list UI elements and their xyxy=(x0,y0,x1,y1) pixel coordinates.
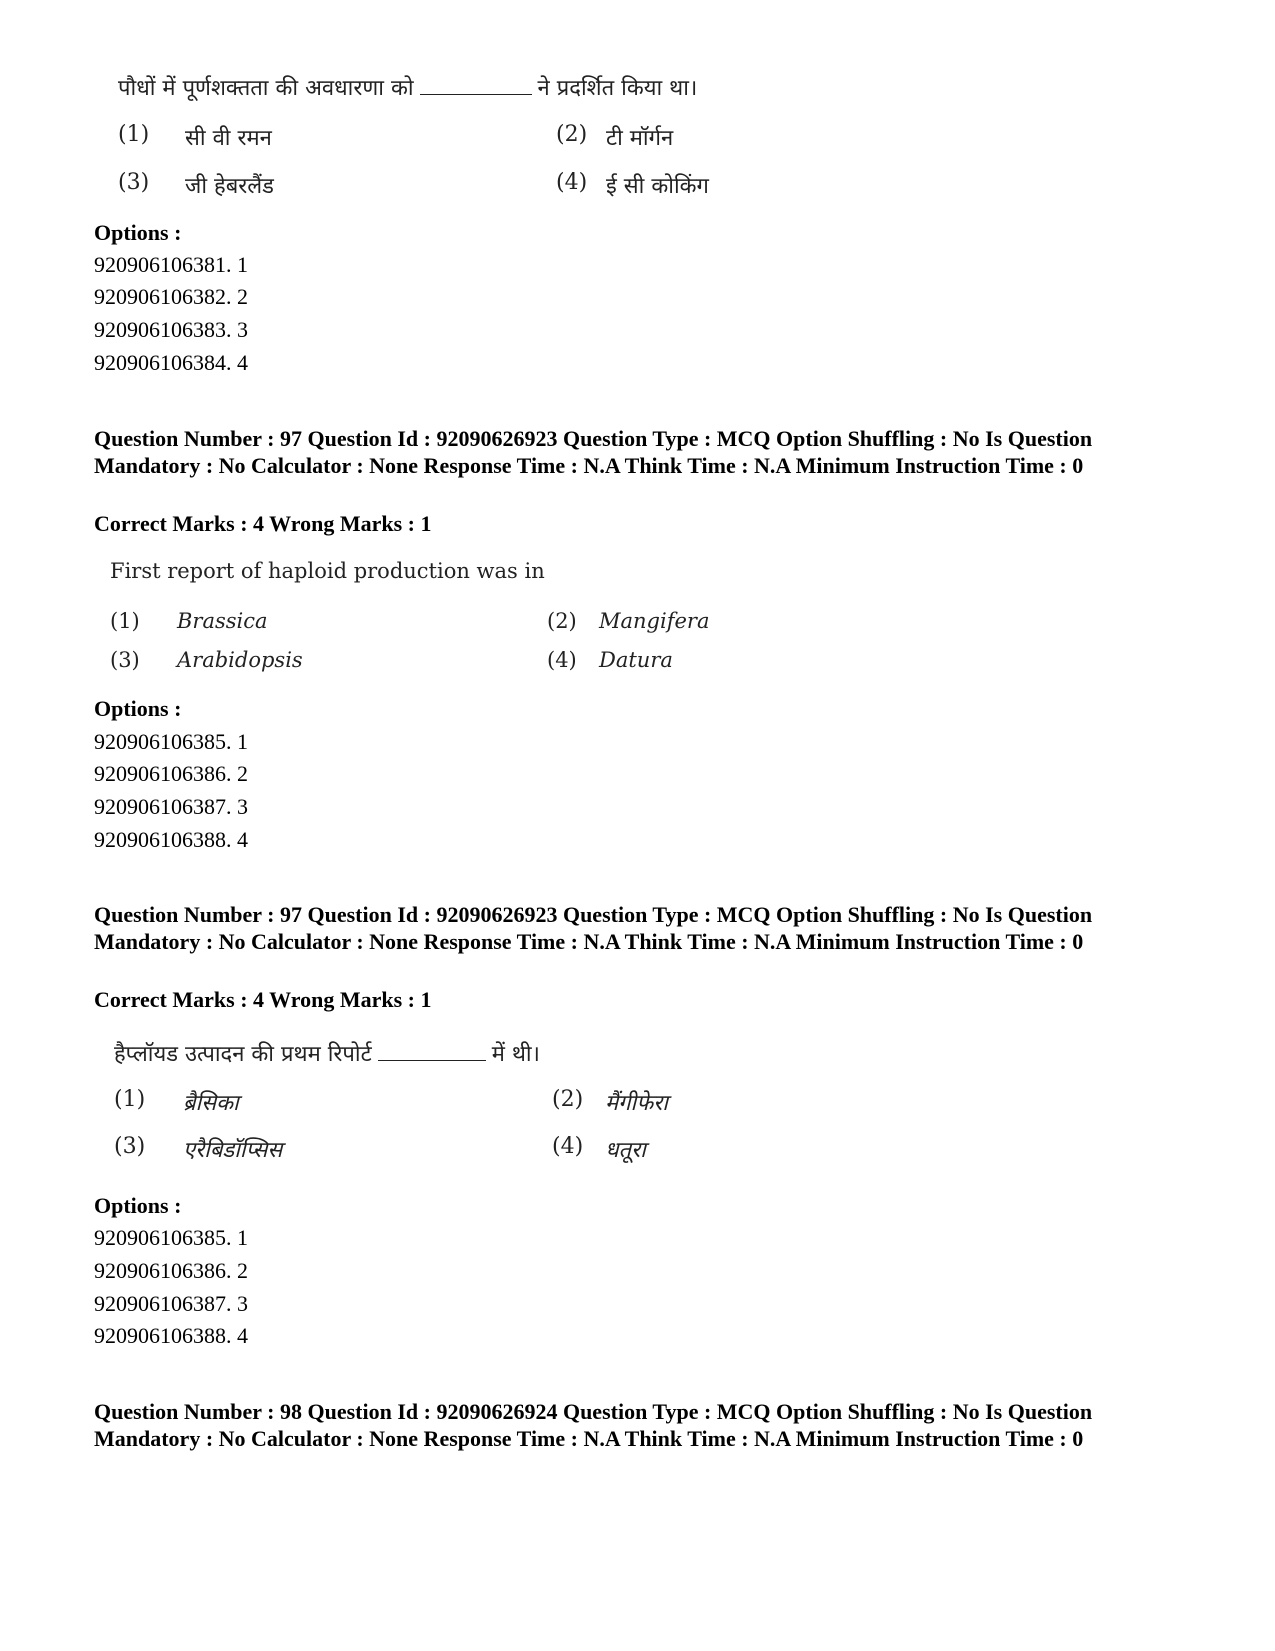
answer-blank xyxy=(378,1060,486,1061)
marks-line: Correct Marks : 4 Wrong Marks : 1 xyxy=(94,987,432,1012)
question-meta: Question Number : 98 Question Id : 92090626924 Question Type : MCQ Option Shuffling : No Is Question Mandatory : No Calculator : None Response Time : N.A Think Time : N.A Minimum Instruction Time : 0 xyxy=(94,1399,1093,1451)
option-id-line: 920906106382. 2 xyxy=(94,284,248,309)
choice-number: (4) xyxy=(552,1134,584,1159)
option-id-line: 920906106386. 2 xyxy=(94,761,248,786)
choice-number: (3) xyxy=(114,1134,146,1159)
question-text-hindi xyxy=(118,72,697,102)
choice-text: जी हेबरलैंड xyxy=(185,174,274,199)
options-heading: Options : xyxy=(94,220,182,245)
option-id-line: 920906106387. 3 xyxy=(94,1291,248,1316)
choice-number: (2) xyxy=(556,122,588,147)
options-heading: Options : xyxy=(94,696,182,721)
choice-text: Brassica xyxy=(177,609,268,633)
choice-text: Mangifera xyxy=(599,609,710,633)
option-id-line: 920906106388. 4 xyxy=(94,827,248,852)
question-meta: Question Number : 97 Question Id : 92090626923 Question Type : MCQ Option Shuffling : No Is Question Mandatory : No Calculator : None Response Time : N.A Think Time : N.A Minimum Instruction Time : 0 xyxy=(94,426,1093,478)
choice-text: सी वी रमन xyxy=(185,126,272,151)
marks-line: Correct Marks : 4 Wrong Marks : 1 xyxy=(94,511,432,536)
choice-number: (1) xyxy=(118,122,150,147)
answer-blank xyxy=(420,94,532,95)
choice-text: एरैबिडॉप्सिस xyxy=(183,1138,283,1163)
choice-number: (2) xyxy=(552,1087,584,1112)
question-text-hindi xyxy=(114,1038,540,1068)
option-id-line: 920906106388. 4 xyxy=(94,1323,248,1348)
question-text-part: ने प्रदर्शित किया था। xyxy=(537,76,698,101)
choice-text: धतूरा xyxy=(605,1138,646,1163)
option-id-line: 920906106381. 1 xyxy=(94,252,248,277)
options-heading: Options : xyxy=(94,1193,182,1218)
option-id-line: 920906106385. 1 xyxy=(94,1225,248,1250)
choice-number: (3) xyxy=(110,648,140,672)
choice-number: (1) xyxy=(114,1087,146,1112)
choice-number: (1) xyxy=(110,609,140,633)
choice-text: ई सी कोकिंग xyxy=(606,174,709,199)
choice-text: टी मॉर्गन xyxy=(606,126,674,151)
option-id-line: 920906106387. 3 xyxy=(94,794,248,819)
question-meta: Question Number : 97 Question Id : 92090626923 Question Type : MCQ Option Shuffling : No Is Question Mandatory : No Calculator : None Response Time : N.A Think Time : N.A Minimum Instruction Time : 0 xyxy=(94,902,1093,954)
choice-text: Datura xyxy=(599,648,673,672)
choice-text: मैंगीफेरा xyxy=(605,1091,668,1116)
option-id-line: 920906106383. 3 xyxy=(94,317,248,342)
choice-text: ब्रैसिका xyxy=(183,1091,239,1116)
question-text-english: First report of haploid production was in xyxy=(110,559,545,583)
option-id-line: 920906106384. 4 xyxy=(94,350,248,375)
choice-text: Arabidopsis xyxy=(177,648,303,672)
choice-number: (4) xyxy=(556,170,588,195)
choice-number: (4) xyxy=(547,648,577,672)
choice-number: (2) xyxy=(547,609,577,633)
option-id-line: 920906106386. 2 xyxy=(94,1258,248,1283)
question-text-part: में थी। xyxy=(491,1042,540,1067)
question-text-part: हैप्लॉयड उत्पादन की प्रथम रिपोर्ट xyxy=(114,1042,372,1067)
question-text-part: पौधों में पूर्णशक्तता की अवधारणा को xyxy=(118,76,414,101)
option-id-line: 920906106385. 1 xyxy=(94,729,248,754)
choice-number: (3) xyxy=(118,170,150,195)
